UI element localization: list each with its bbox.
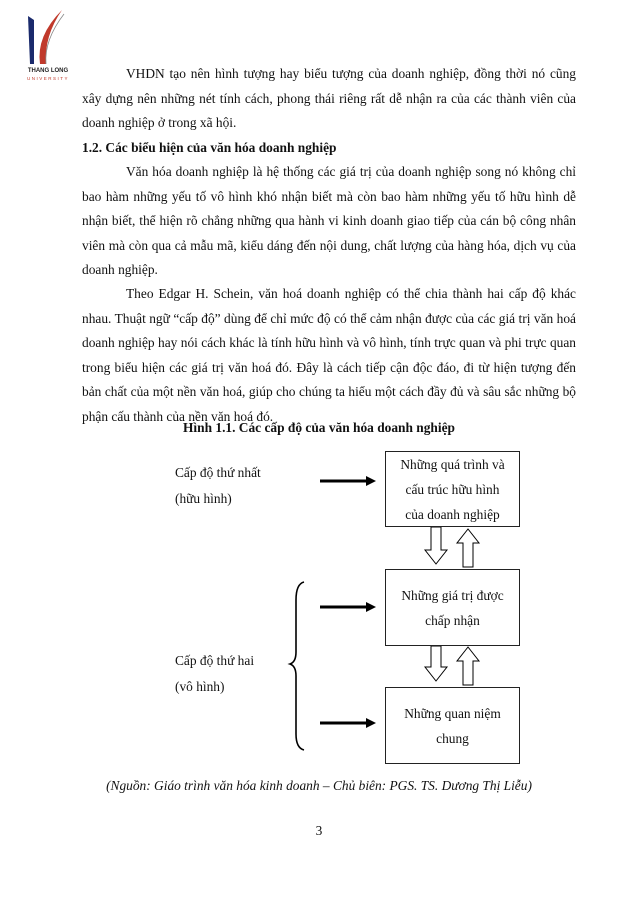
box3-line1: Những quan niệm [404,705,501,721]
logo-sub: UNIVERSITY [26,76,69,81]
box2-line1: Những giá trị được [401,587,504,603]
page-number: 3 [315,823,323,838]
paragraph-1: VHDN tạo nên hình tượng hay biểu tượng của doanh nghiệp, đồng thời nó cũng xây dựng nên những nét tính cách, phong thái riêng rất dễ nhận ra của các thành viên của doanh nghiệp ở trong xã hội. [82,66,576,131]
paragraph-3: Theo Edgar H. Schein, văn hoá doanh nghiệp có thể chia thành hai cấp độ khác nhau. Thuật ngữ “cấp độ” dùng để chỉ mức độ có thể cảm nhận được của các giá trị văn hoá doanh nghiệp hay nói cách khác là tính hữu hình và vô hình, tính trực quan và phi trực quan trong biểu hiện các giá trị văn hoá đó. Đây là cách tiếp cận độc đáo, đi từ hiện tượng đến bản chất của một nền văn hoá, giúp cho chúng ta hiểu một cách đầy đủ và sâu sắc những bộ phận cấu thành của nền văn hoá đó. [82,286,576,424]
box1-line1: Những quá trình và [400,456,505,472]
arrow-box3 [320,718,376,728]
box1-line3: của doanh nghiệp [405,506,500,522]
level2-title: Cấp độ thứ hai [175,653,255,668]
figure-source: (Nguồn: Giáo trình văn hóa kinh doanh – Chủ biên: PGS. TS. Dương Thị Liễu) [106,778,532,793]
box2-line2: chấp nhận [425,612,480,628]
level1-title: Cấp độ thứ nhất [175,465,261,480]
box-processes-structures [385,451,520,527]
double-arrow-2 [425,646,479,685]
box1-line2: cấu trúc hữu hình [405,481,500,497]
brace [290,582,304,750]
arrow-level1 [320,476,376,486]
paragraph-2: Văn hóa doanh nghiệp là hệ thống các giá trị của doanh nghiệp song nó không chỉ bao hàm những yếu tố vô hình khó nhận biết mà còn bao hàm những yếu tố hữu hình dễ nhận biết, thể hiện rõ chẳng những qua hành vi kinh doanh giao tiếp của cán bộ công nhân viên mà còn qua cả mẫu mã, kiểu dáng đến nội dung, chất lượng của hàng hóa, dịch vụ của doanh nghiệp. [82,164,576,278]
level2-subtitle: (vô hình) [175,679,225,694]
logo-wordmark [16,68,80,82]
level1-subtitle: (hữu hình) [175,491,232,506]
box-shared-beliefs [385,687,520,764]
figure-title: Hình 1.1. Các cấp độ của văn hóa doanh nghiệp [183,420,455,435]
level1-label [175,460,261,512]
level2-label [175,648,254,700]
logo-name: THANG LONG [27,68,69,74]
box-accepted-values [385,569,520,646]
box3-line2: chung [436,730,469,746]
section-heading: 1.2. Các biểu hiện của văn hóa doanh nghiệp [82,140,337,155]
arrow-box2 [320,602,376,612]
double-arrow-1 [425,527,479,567]
